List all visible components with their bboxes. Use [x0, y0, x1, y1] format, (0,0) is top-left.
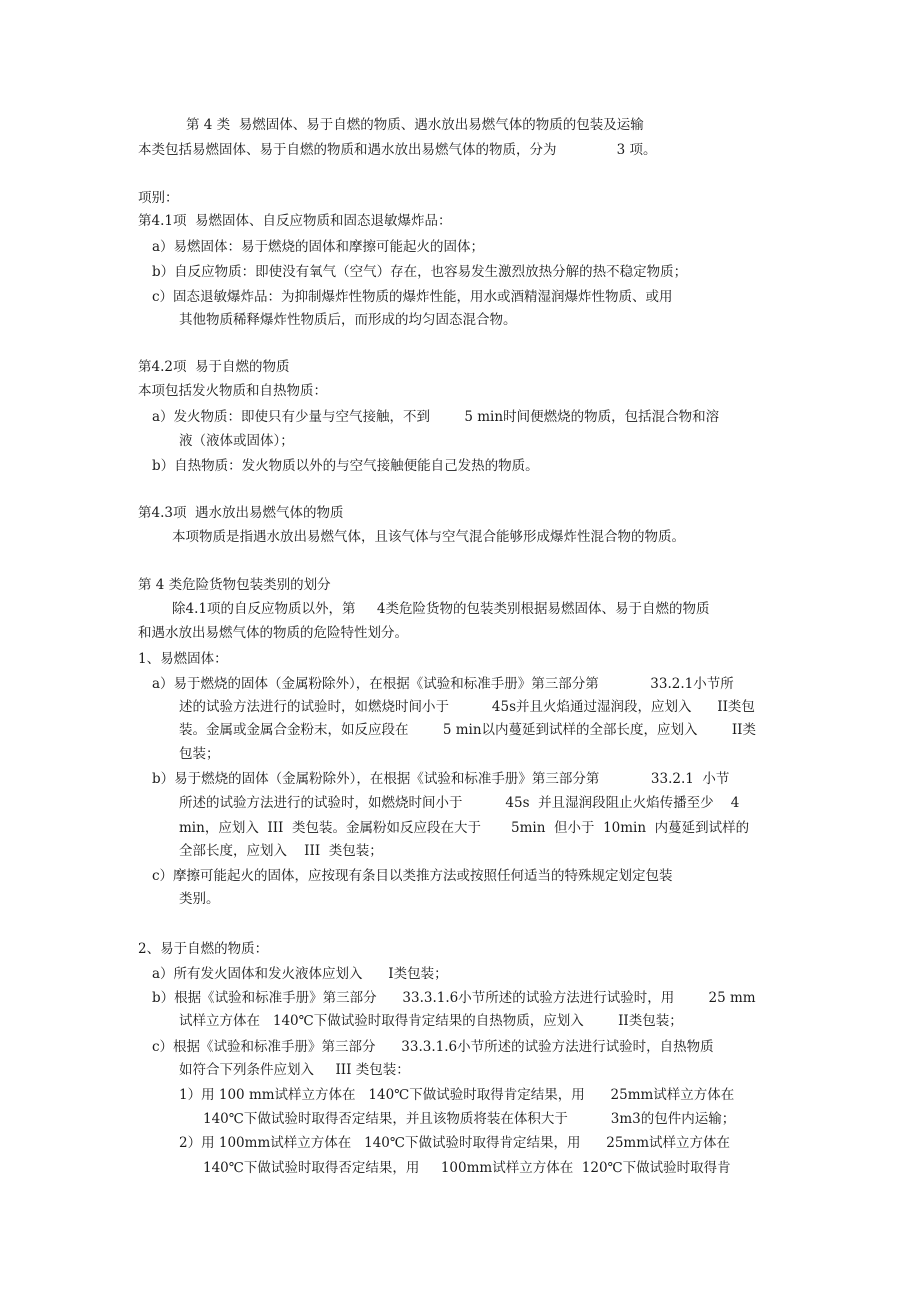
sub2-item-c-2: 如符合下列条件应划入 III 类包装：	[179, 1062, 410, 1078]
sub1-item-c-1: c）摩擦可能起火的固体，应按现有条目以类推方法或按照任何适当的特殊规定划定包装	[152, 868, 673, 884]
section-4-1-item-c: c）固态退敏爆炸品：为抑制爆炸性物质的爆炸性能，用水或酒精湿润爆炸性物质、或用	[152, 289, 673, 305]
sub2-item-c-cond-1a: 1）用 100 mm试样立方体在 140℃下做试验时取得肯定结果，用 25mm试样立方体在	[179, 1087, 735, 1103]
section-4-2-item-a-cont: 液（液体或固体）；	[179, 433, 294, 449]
section-4-1-item-a: a）易燃固体：易于燃烧的固体和摩擦可能起火的固体；	[152, 239, 485, 255]
sub1-item-b-2: 所述的试验方法进行的试验时，如燃烧时间小于 45s 并且湿润段阻止火焰传播至少 4	[179, 795, 740, 811]
sub2-item-c-cond-1b: 140℃下做试验时取得否定结果，并且该物质将装在体积大于 3m3的包件内运输；	[203, 1111, 736, 1127]
section-4-1-item-b: b）自反应物质：即使没有氧气（空气）存在，也容易发生激烈放热分解的热不稳定物质；	[152, 264, 688, 280]
subsection-1-heading: 1、易燃固体：	[138, 651, 228, 667]
section-4-3-desc: 本项物质是指遇水放出易燃气体，且该气体与空气混合能够形成爆炸性混合物的物质。	[172, 529, 685, 545]
packaging-para-2: 和遇水放出易燃气体的物质的危险特性划分。	[138, 625, 408, 641]
packaging-para-1: 除4.1项的自反应物质以外，第 4类危险货物的包装类别根据易燃固体、易于自燃的物质	[172, 601, 710, 617]
category-heading: 项别：	[138, 190, 179, 206]
section-4-3-heading: 第4.3项 遇水放出易燃气体的物质	[138, 505, 344, 521]
sub1-item-a-2: 述的试验方法进行的试验时，如燃烧时间小于 45s并且火焰通过湿润段，应划入 II类包	[179, 699, 755, 715]
section-4-1-heading: 第4.1项 易燃固体、自反应物质和固态退敏爆炸品：	[138, 213, 452, 229]
subsection-2-heading: 2、易于自燃的物质：	[138, 941, 269, 957]
intro-line: 本类包括易燃固体、易于自燃的物质和遇水放出易燃气体的物质，分为 3 项。	[138, 142, 657, 158]
sub1-item-c-2: 类别。	[179, 891, 220, 907]
section-4-2-item-b: b）自热物质：发火物质以外的与空气接触便能自己发热的物质。	[152, 458, 539, 474]
sub2-item-b-1: b）根据《试验和标准手册》第三部分 33.3.1.6小节所述的试验方法进行试验时，用 25 mm	[152, 990, 756, 1006]
sub1-item-a-4: 包装；	[179, 746, 220, 762]
section-4-2-item-a: a）发火物质：即使只有少量与空气接触，不到 5 min时间便燃烧的物质，包括混合物和溶	[152, 409, 720, 425]
section-4-2-heading: 第4.2项 易于自燃的物质	[138, 359, 290, 375]
sub1-item-a-3: 装。金属或金属合金粉末，如反应段在 5 min以内蔓延到试样的全部长度，应划入 II类	[179, 722, 757, 738]
sub1-item-b-1: b）易于燃烧的固体（金属粉除外），在根据《试验和标准手册》第三部分第 33.2.1 小节	[152, 771, 730, 787]
sub1-item-a-1: a）易于燃烧的固体（金属粉除外），在根据《试验和标准手册》第三部分第 33.2.1小节所	[152, 676, 734, 692]
sub1-item-b-3: min，应划入 III 类包装。金属粉如反应段在大于 5min 但小于 10min 内蔓延到试样的	[179, 820, 750, 836]
section-4-1-item-c-cont: 其他物质稀释爆炸性物质后，而形成的均匀固态混合物。	[179, 312, 517, 328]
section-4-2-intro: 本项包括发火物质和自热物质：	[138, 383, 327, 399]
sub2-item-c-cond-2b: 140℃下做试验时取得否定结果，用 100mm试样立方体在 120℃下做试验时取得肯	[203, 1160, 731, 1176]
sub2-item-a: a）所有发火固体和发火液体应划入 I类包装；	[152, 966, 448, 982]
sub2-item-c-cond-2a: 2）用 100mm试样立方体在 140℃下做试验时取得肯定结果，用 25mm试样立方体在	[179, 1135, 731, 1151]
packaging-heading: 第 4 类危险货物包装类别的划分	[138, 577, 331, 593]
sub2-item-b-2: 试样立方体在 140℃下做试验时取得肯定结果的自热物质，应划入 II类包装；	[179, 1013, 683, 1029]
sub1-item-b-4: 全部长度，应划入 III 类包装；	[179, 843, 383, 859]
document-title: 第 4 类 易燃固体、易于自燃的物质、遇水放出易燃气体的物质的包装及运输	[186, 117, 644, 133]
sub2-item-c-1: c）根据《试验和标准手册》第三部分 33.3.1.6小节所述的试验方法进行试验时，自热物质	[152, 1039, 714, 1055]
